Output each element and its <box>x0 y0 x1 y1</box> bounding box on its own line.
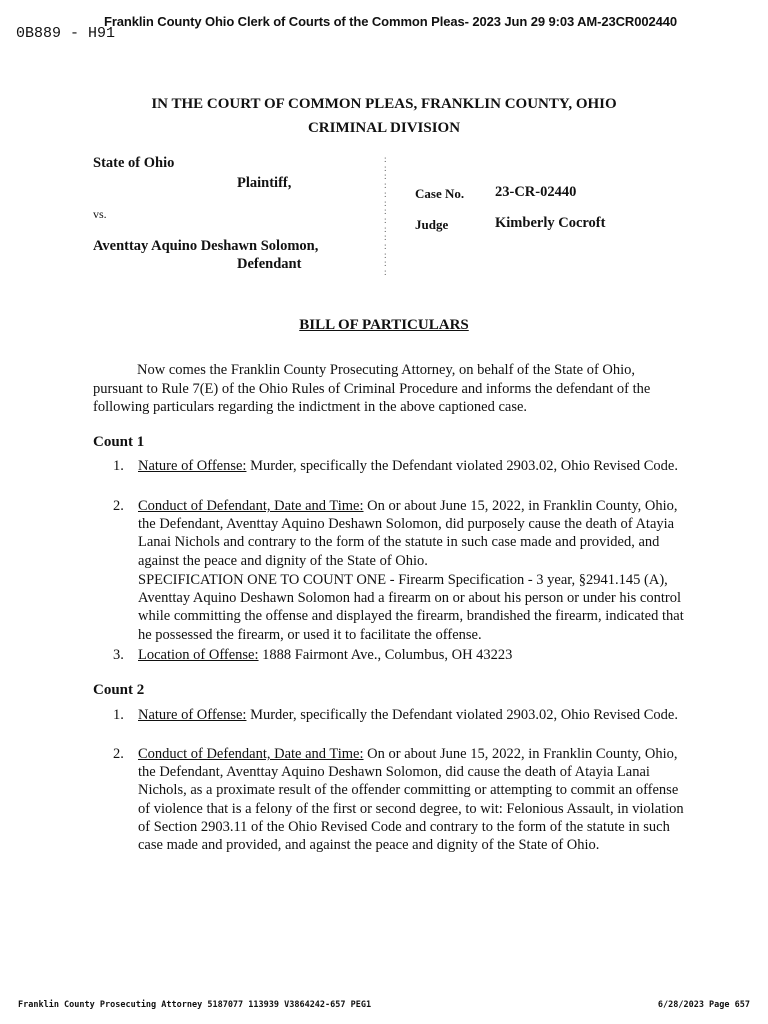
defendant-name: Aventtay Aquino Deshawn Solomon, <box>93 238 319 254</box>
count-1-specification: SPECIFICATION ONE TO COUNT ONE - Firearm Specification - 3 year, §2941.145 (A), Aventtay Aquino Deshawn Solomon had a firearm on or about his person or under his control while committing the offense and displayed the firearm, brandished the firearm, indicated that he possessed the firearm, or used it to facilitate the offense. <box>138 572 684 643</box>
defendant-role: Defendant <box>237 256 302 272</box>
count-1-item-2 <box>113 497 685 570</box>
intro-paragraph: Now comes the Franklin County Prosecuting Attorney, on behalf of the State of Ohio, pursuant to Rule 7(E) of the Ohio Rules of Criminal Procedure and informs the defendant of the following particulars regarding the indictment in the above captioned case. <box>93 362 651 416</box>
item-text: 1888 Fairmont Ave., Columbus, OH 43223 <box>258 647 513 663</box>
item-label: Conduct of Defendant, Date and Time: <box>138 498 364 514</box>
item-number: 3. <box>113 647 124 663</box>
item-label: Location of Offense: <box>138 647 259 663</box>
clerk-filing-stamp: Franklin County Ohio Clerk of Courts of the Common Pleas- 2023 Jun 29 9:03 AM-23CR002440 <box>104 14 677 29</box>
case-number-label: Case No. <box>415 186 465 201</box>
item-text: On or about June 15, 2022, in Franklin County, Ohio, the Defendant, Aventtay Aquino Deshawn Solomon, did cause the death of Atayia Lanai Nichols, as a proximate result of the offender committing or attempting to commit an offense of violence that is a felony of the first or second degree, to wit: Felonious Assault, in violation of Section 2903.11 of the Ohio Revised Code and contrary to the form of the statute in such case made and provided, and against the peace and dignity of the State of Ohio. <box>138 746 684 854</box>
judge-label: Judge <box>415 217 449 232</box>
item-number: 1. <box>113 707 124 723</box>
item-text: On or about June 15, 2022, in Franklin County, Ohio, the Defendant, Aventtay Aquino Deshawn Solomon, did purposely cause the death of Atayia Lanai Nichols and contrary to the form of the statute in such case made and provided, and against the peace and dignity of the State of Ohio. <box>138 498 678 569</box>
footer-date-page: 6/28/2023 Page 657 <box>657 1000 750 1010</box>
count-1-heading: Count 1 <box>93 434 145 450</box>
item-number: 1. <box>113 458 124 474</box>
case-number: 23-CR-02440 <box>495 184 577 200</box>
item-text: Murder, specifically the Defendant violated 2903.02, Ohio Revised Code. <box>246 707 678 723</box>
caption-divider: : : : : : : : : : : : : : : <box>384 154 387 278</box>
footer-prosecutor-stamp: Franklin County Prosecuting Attorney 5187077 113939 V3864242-657 PEG1 <box>18 1000 372 1010</box>
plaintiff-name: State of Ohio <box>93 155 175 171</box>
count-1-item-1 <box>113 457 685 475</box>
item-label: Nature of Offense: <box>138 707 247 723</box>
item-number: 2. <box>113 498 124 514</box>
count-2-item-2 <box>113 745 685 854</box>
item-text: Murder, specifically the Defendant violated 2903.02, Ohio Revised Code. <box>246 458 678 474</box>
count-2-heading: Count 2 <box>93 682 145 698</box>
court-title: IN THE COURT OF COMMON PLEAS, FRANKLIN COUNTY, OHIO <box>151 96 617 112</box>
division-title: CRIMINAL DIVISION <box>307 120 461 136</box>
item-label: Nature of Offense: <box>138 458 247 474</box>
plaintiff-role: Plaintiff, <box>237 175 292 191</box>
versus-label: vs. <box>93 207 107 221</box>
item-number: 2. <box>113 746 124 762</box>
judge-name: Kimberly Cocroft <box>495 215 606 231</box>
item-label: Conduct of Defendant, Date and Time: <box>138 746 364 762</box>
filing-code: 0B889 - H91 <box>16 25 116 42</box>
count-1-item-3 <box>113 646 685 664</box>
document-title: BILL OF PARTICULARS <box>299 317 469 333</box>
count-2-item-1 <box>113 706 685 724</box>
